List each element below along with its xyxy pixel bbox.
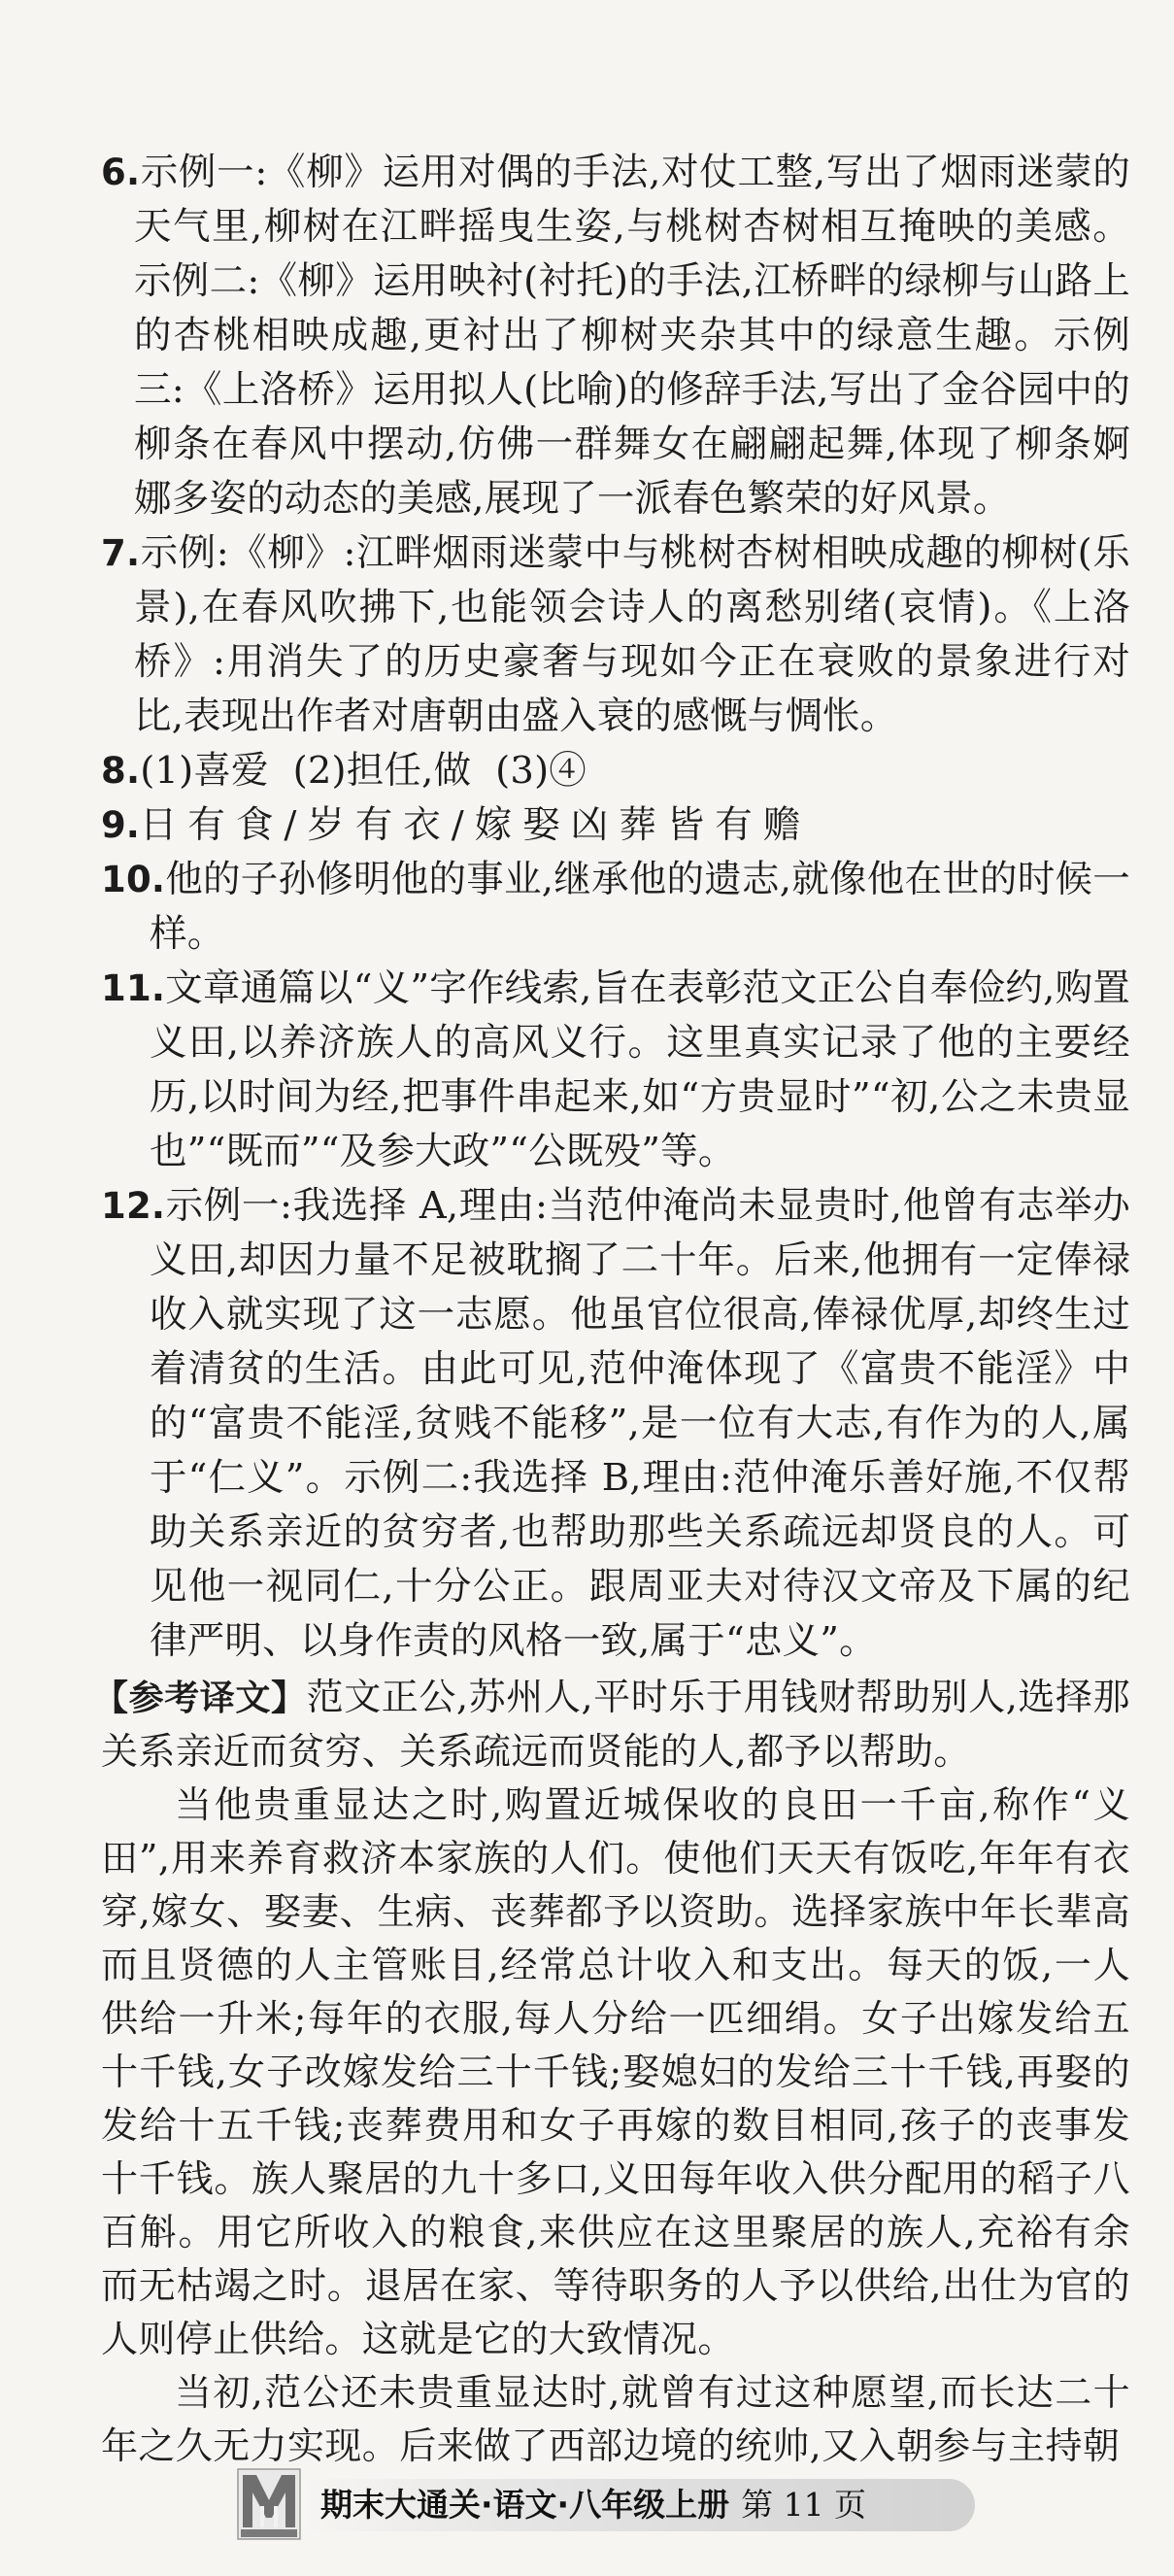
- reference-translation-label: 【参考译文】: [93, 1678, 307, 1718]
- reference-translation: [93, 1671, 1130, 2473]
- publisher-logo: [237, 2467, 301, 2541]
- answer-number: 9.: [101, 804, 140, 846]
- answer-7: [101, 526, 1130, 744]
- answer-number: 10.: [101, 859, 166, 900]
- answer-12: [101, 1179, 1130, 1669]
- answer-10: [101, 853, 1130, 962]
- answer-9: [101, 798, 1130, 853]
- answer-8: [101, 744, 1130, 798]
- answer-number: 12.: [101, 1185, 166, 1227]
- answer-11: [101, 962, 1130, 1179]
- answer-number: 6.: [101, 152, 141, 193]
- publisher-logo-icon: [237, 2467, 301, 2541]
- page-footer: [237, 2467, 994, 2541]
- answer-text: 示例:《柳》:江畔烟雨迷蒙中与桃树杏树相映成趣的柳树(乐景),在春风吹拂下,也能领会诗人的离愁别绪(哀情)。《上洛桥》:用消失了的历史豪奢与现如今正在衰败的景象进行对比,表现出作者对唐朝由盛入衰的感慨与惆怅。: [134, 531, 1130, 738]
- translation-paragraph: 当他贵重显达之时,购置近城保收的良田一千亩,称作“义田”,用来养育救济本家族的人们。使他们天天有饭吃,年年有衣穿,嫁女、娶妻、生病、丧葬都予以资助。选择家族中年长辈高而且贤德的人主管账目,经常总计收入和支出。每天的饭,一人供给一升米;每年的衣服,每人分给一匹细绢。女子出嫁发给五十千钱,女子改嫁发给三十千钱;娶媳妇的发给三十千钱,再娶的发给十五千钱;丧葬费用和女子再嫁的数目相同,孩子的丧事发十千钱。族人聚居的九十多口,义田每年收入供分配用的稻子八百斛。用它所收入的粮食,来供应在这里聚居的族人,充裕有余而无枯竭之时。退居在家、等待职务的人予以供给,出仕为官的人则停止供给。这就是它的大致情况。: [101, 1783, 1130, 2360]
- answer-text: 日有食/岁有衣/嫁娶凶葬皆有赡: [139, 803, 812, 847]
- answer-text: (1)喜爱 (2)担任,做 (3)④: [140, 749, 587, 793]
- book-title: 期末大通关·语文·八年级上册: [320, 2486, 730, 2524]
- answer-text: 示例一:我选择 A,理由:当范仲淹尚未显贵时,他曾有志举办义田,却因力量不足被耽搁了二十年。后来,他拥有一定俸禄收入就实现了这一志愿。他虽官位很高,俸禄优厚,却终生过着清贫的生活。由此可见,范仲淹体现了《富贵不能淫》中的“富贵不能淫,贫贱不能移”,是一位有大志,有作为的人,属于“仁义”。示例二:我选择 B,理由:范仲淹乐善好施,不仅帮助关系亲近的贫穷者,也帮助那些关系疏远却贤良的人。可见他一视同仁,十分公正。跟周亚夫对待汉文帝及下属的纪律严明、以身作责的风格一致,属于“忠义”。: [150, 1184, 1130, 1663]
- answer-text: 示例一:《柳》运用对偶的手法,对仗工整,写出了烟雨迷蒙的天气里,柳树在江畔摇曳生姿,与桃树杏树相互掩映的美感。示例二:《柳》运用映衬(衬托)的手法,江桥畔的绿柳与山路上的杏桃相映成趣,更衬出了柳树夹杂其中的绿意生趣。示例三:《上洛桥》运用拟人(比喻)的修辞手法,写出了金谷园中的柳条在春风中摆动,仿佛一群舞女在翩翩起舞,体现了柳条婀娜多姿的动态的美感,展现了一派春色繁荣的好风景。: [134, 151, 1130, 521]
- answer-page: [93, 146, 1130, 2473]
- answer-number: 7.: [101, 532, 141, 574]
- translation-text: 范文正公,苏州人,平时乐于用钱财帮助别人,选择那关系亲近而贫穷、关系疏远而贤能的人,都予以帮助。: [101, 1676, 1130, 1773]
- answer-number: 8.: [101, 750, 141, 792]
- page-number: 第 11 页: [741, 2486, 867, 2524]
- answer-number: 11.: [101, 967, 166, 1009]
- answer-text: 他的子孙修明他的事业,继承他的遗志,就像他在世的时候一样。: [150, 858, 1130, 956]
- answer-6: [101, 146, 1130, 526]
- translation-paragraph: 当初,范公还未贵重显达时,就曾有过这种愿望,而长达二十年之久无力实现。后来做了西部边境的统帅,又入朝参与主持朝: [101, 2371, 1130, 2467]
- footer-label: [320, 2483, 866, 2527]
- answer-text: 文章通篇以“义”字作线索,旨在表彰范文正公自奉俭约,购置义田,以养济族人的高风义行。这里真实记录了他的主要经历,以时间为经,把事件串起来,如“方贵显时”“初,公之未贵显也”“既而”“及参大政”“公既殁”等。: [150, 966, 1130, 1173]
- translation-paragraph: [93, 1671, 1130, 1779]
